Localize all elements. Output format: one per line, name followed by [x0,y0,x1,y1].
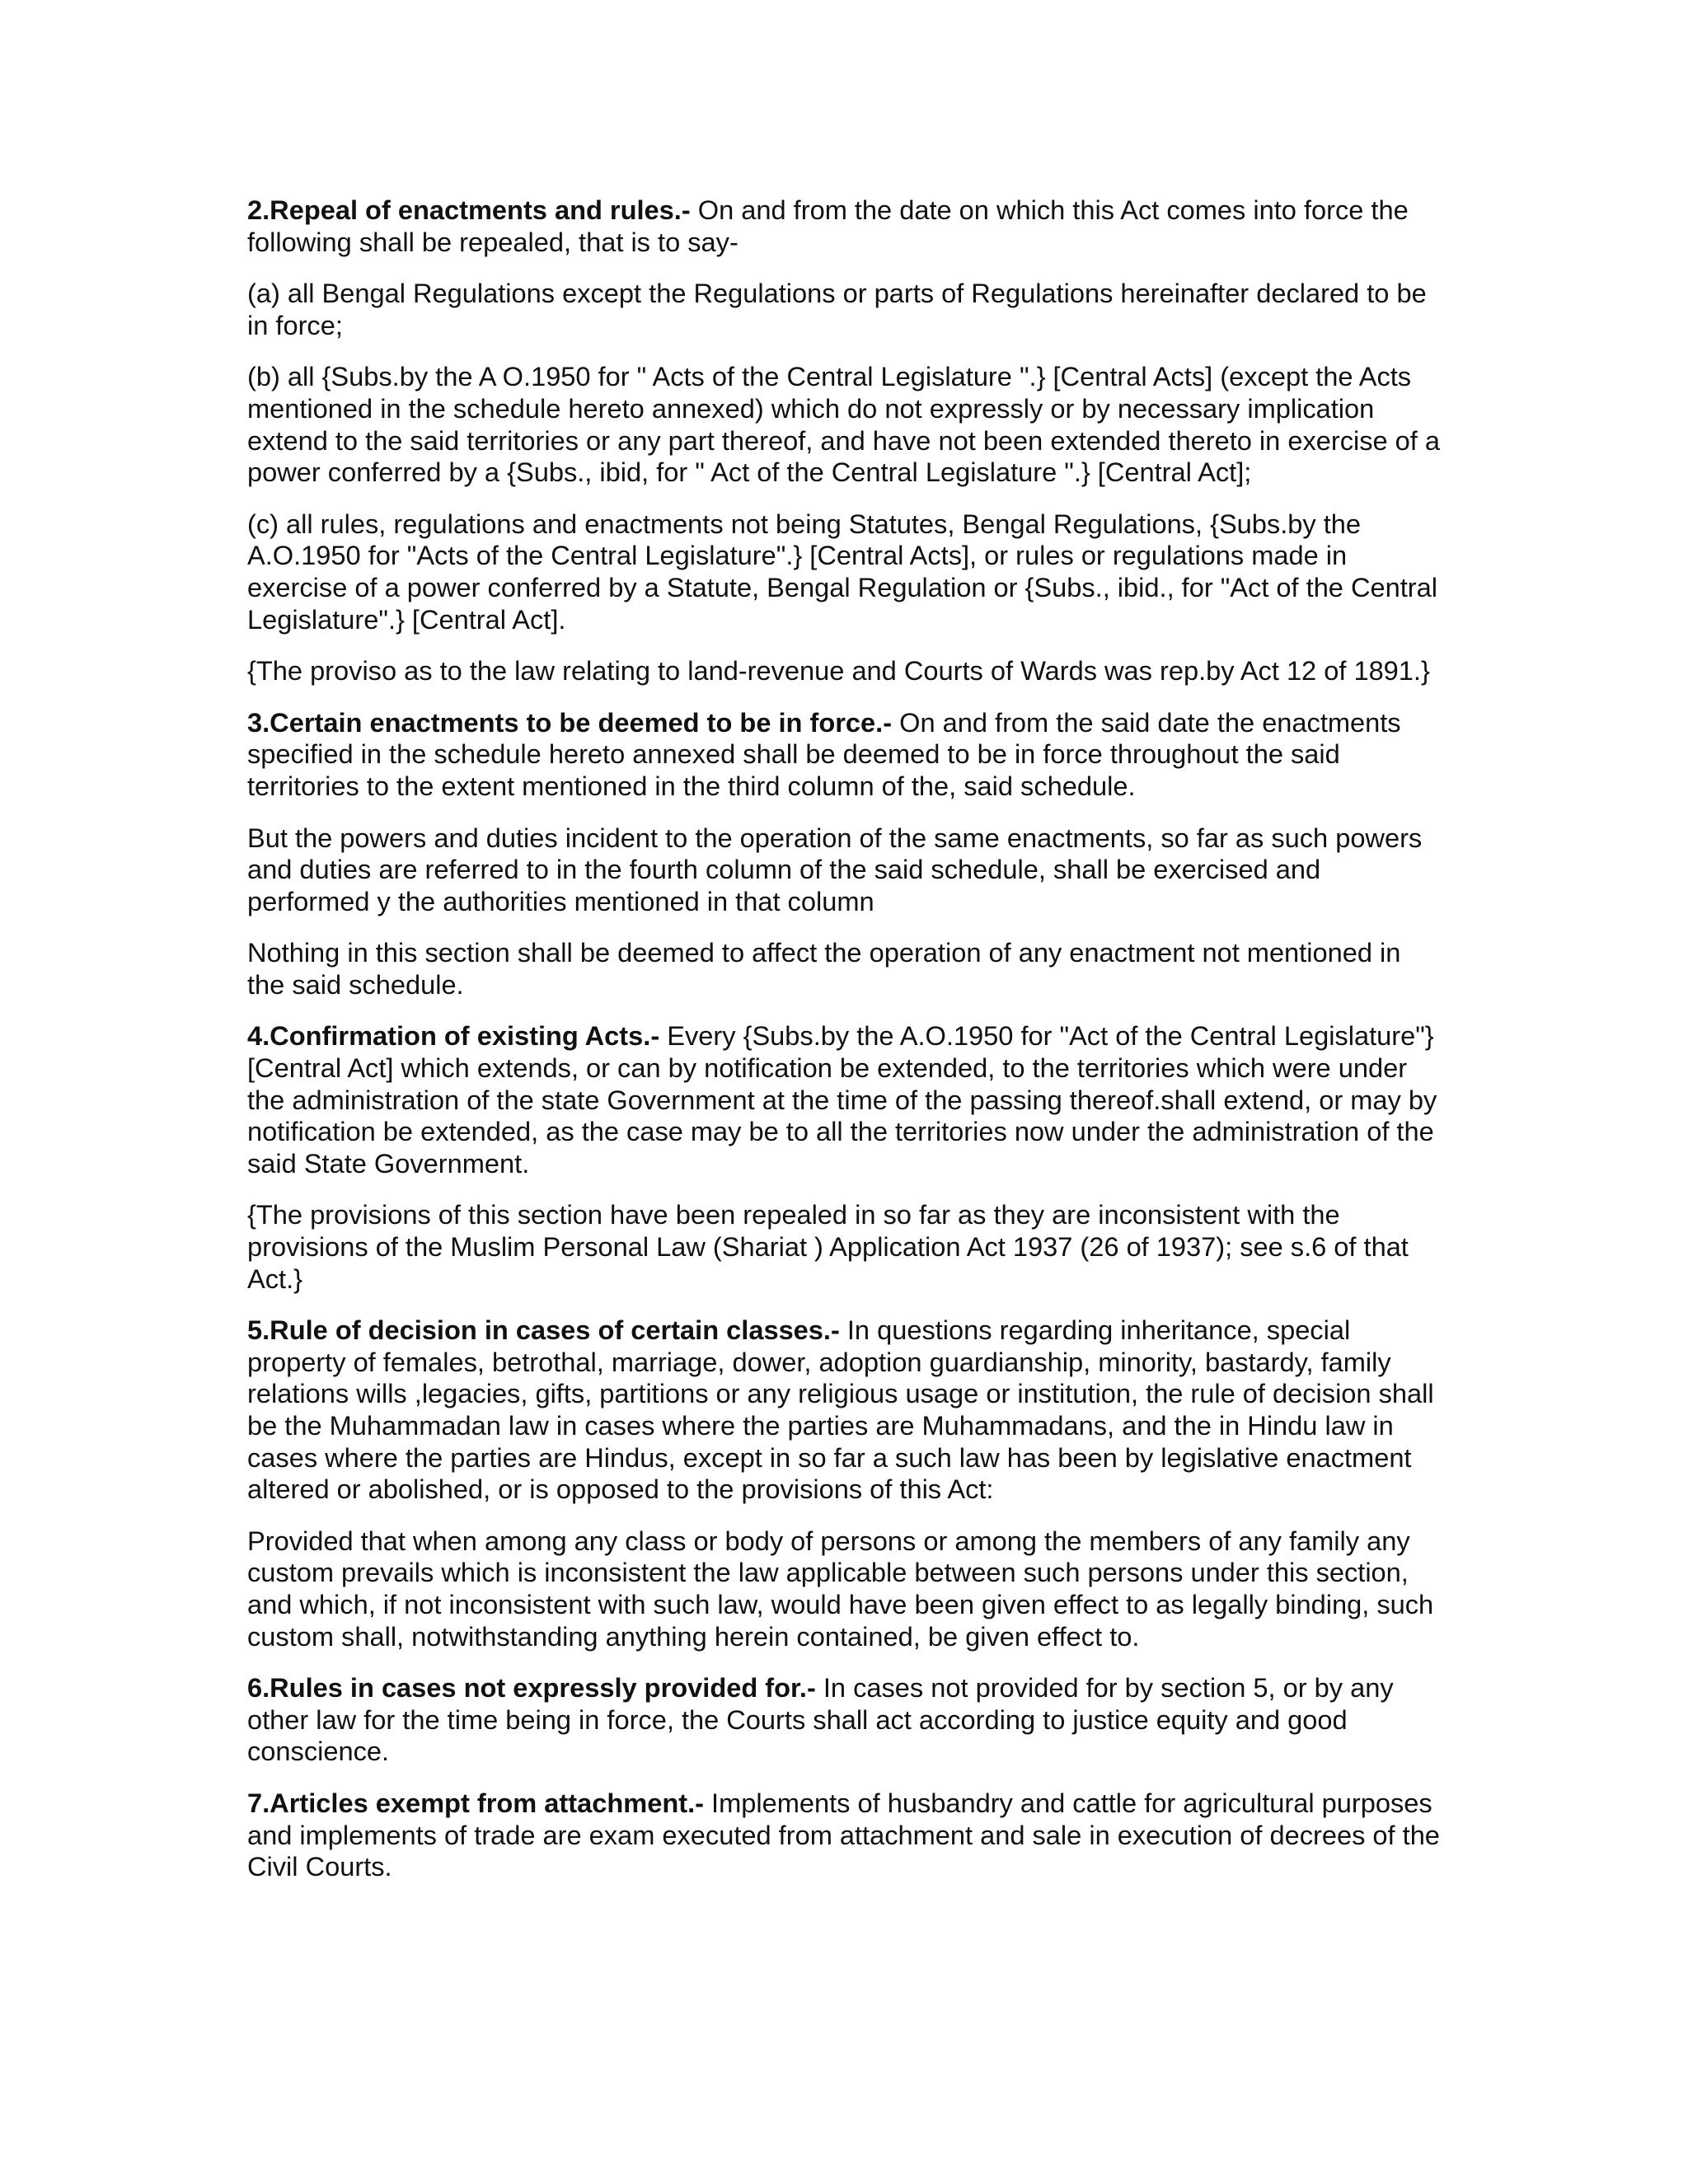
section-3-nothing-paragraph [247,937,1441,1001]
section-4-heading: 4.Confirmation of existing Acts.- [247,1020,660,1052]
document-page [247,194,1441,1903]
section-7-paragraph [247,1788,1441,1883]
section-2-heading: 2.Repeal of enactments and rules.- [247,194,691,225]
clause-a-text: (a) all Bengal Regulations except the Regulations or parts of Regulations hereinafter declared to be in force; [247,278,1427,340]
section-7-text: Implements of husbandry and cattle for agricultural purposes and implements of trade are exam executed from attachment and sale in execution of decrees of the Civil Courts. [247,1787,1440,1882]
section-5-text: In questions regarding inheritance, special property of females, betrothal, marriage, dower, adoption guardianship, minority, bastardy, family relations wills ,legacies, gifts, partitions or any religious usage or institution, the rule of decision shall be the Muhammadan law in cases where the parties are Muhammadans, and the in Hindu law in cases where the parties are Hindus, except in so far a such law has been by legislative enactment altered or abolished, or is opposed to the provisions of this Act: [247,1315,1434,1505]
section-3-powers-text: But the powers and duties incident to the operation of the same enactments, so far as such powers and duties are referred to in the fourth column of the said schedule, shall be exercised and performed y the authorities mentioned in that column [247,822,1423,916]
proviso-note-text: {The proviso as to the law relating to land-revenue and Courts of Wards was rep.by Act 12 of 1891.} [247,655,1430,687]
section-5-heading: 5.Rule of decision in cases of certain classes.- [247,1315,840,1346]
section-6-heading: 6.Rules in cases not expressly provided for.- [247,1672,816,1704]
section-5-paragraph [247,1315,1441,1506]
section-3-paragraph [247,707,1441,803]
section-4-note-paragraph [247,1199,1441,1295]
clause-c-paragraph [247,509,1441,635]
section-5-proviso-paragraph [247,1526,1441,1652]
section-4-note-text: {The provisions of this section have been repealed in so far as they are inconsistent with the provisions of the Muslim Personal Law (Shariat ) Application Act 1937 (26 of 1937); see s.6 of that Act.} [247,1199,1409,1294]
section-6-text: In cases not provided for by section 5, or by any other law for the time being in force, the Courts shall act according to justice equity and good conscience. [247,1672,1394,1767]
section-4-paragraph [247,1020,1441,1179]
clause-b-text: (b) all {Subs.by the A O.1950 for " Acts of the Central Legislature ".} [Central Acts] (except the Acts mentioned in the schedule hereto annexed) which do not expressly or by necessary implication extend to the said territories or any part thereof, and have not been extended thereto in exercise of a power conferred by a {Subs., ibid, for " Act of the Central Legislature ".} [Central Act]; [247,361,1441,488]
clause-c-text: (c) all rules, regulations and enactments not being Statutes, Bengal Regulations, {Subs.by the A.O.1950 for "Acts of the Central Legislature".} [Central Acts], or rules or regulations made in exercise of a power conferred by a Statute, Bengal Regulation or {Subs., ibid., for "Act of the Central Legislature".} [Central Act]. [247,508,1438,635]
section-7-heading: 7.Articles exempt from attachment.- [247,1787,704,1818]
section-3-text: On and from the said date the enactments specified in the schedule hereto annexed shall be deemed to be in force throughout the said territories to the extent mentioned in the third column of the, said schedule. [247,706,1401,801]
section-4-text: Every {Subs.by the A.O.1950 for "Act of the Central Legislature"} [Central Act] which extends, or can by notification be extended, to the territories which were under the administration of the state Government at the time of the passing thereof.shall extend, or may by notification be extended, as the case may be to all the territories now under the administration of the said State Government. [247,1020,1437,1179]
clause-a-paragraph [247,278,1441,341]
proviso-note-paragraph [247,655,1441,687]
section-3-powers-paragraph [247,823,1441,918]
section-2-paragraph [247,194,1441,258]
section-3-nothing-text: Nothing in this section shall be deemed to affect the operation of any enactment not mentioned in the said schedule. [247,937,1401,1000]
clause-b-paragraph [247,361,1441,488]
section-5-proviso-text: Provided that when among any class or body of persons or among the members of any family any custom prevails which is inconsistent the law applicable between such persons under this section, and which, if not inconsistent with such law, would have been given effect to as legally binding, such custom shall, notwithstanding anything herein contained, be given effect to. [247,1525,1434,1652]
section-3-heading: 3.Certain enactments to be deemed to be in force.- [247,706,893,738]
section-6-paragraph [247,1672,1441,1768]
section-2-text: On and from the date on which this Act comes into force the following shall be repealed, that is to say- [247,194,1409,257]
